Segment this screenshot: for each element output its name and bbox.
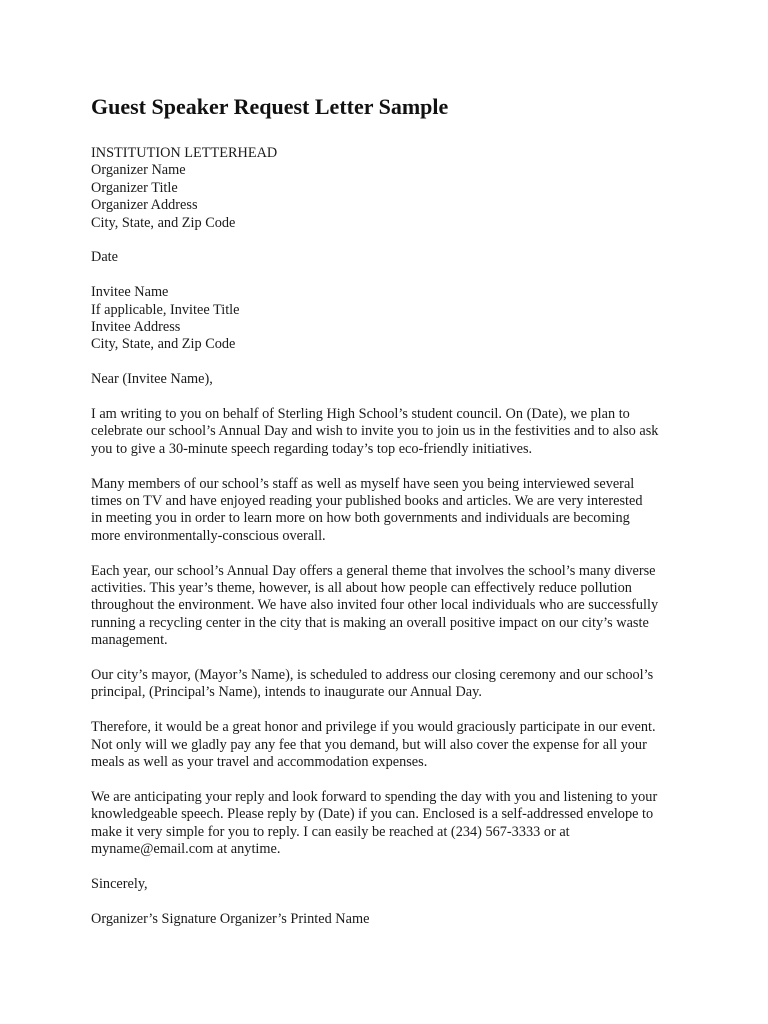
paragraph-line: make it very simple for you to reply. I can easily be reached at (234) 567-3333 or at bbox=[91, 823, 570, 840]
paragraph-line: Our city’s mayor, (Mayor’s Name), is scheduled to address our closing ceremony and our school’s bbox=[91, 667, 654, 684]
body-paragraph-2 bbox=[91, 476, 681, 546]
body-paragraph-5 bbox=[91, 719, 681, 771]
paragraph-line: you to give a 30-minute speech regarding today’s top eco-friendly initiatives. bbox=[91, 440, 533, 457]
body-paragraph-6 bbox=[91, 789, 681, 859]
recipient-name: Invitee Name bbox=[91, 284, 169, 301]
paragraph-line: times on TV and have enjoyed reading your published books and articles. We are very interested bbox=[91, 493, 643, 510]
paragraph-line: Therefore, it would be a great honor and privilege if you would graciously participate in our event. bbox=[91, 719, 656, 736]
paragraph-line: knowledgeable speech. Please reply by (Date) if you can. Enclosed is a self-addressed envelope to bbox=[91, 806, 654, 823]
salutation-block bbox=[91, 371, 681, 388]
paragraph-line: principal, (Principal’s Name), intends to inaugurate our Annual Day. bbox=[91, 684, 482, 701]
body-paragraph-1 bbox=[91, 406, 681, 458]
signature-block bbox=[91, 911, 681, 928]
paragraph-line: Each year, our school’s Annual Day offers a general theme that involves the school’s many diverse bbox=[91, 562, 656, 579]
closing-block bbox=[91, 876, 681, 893]
sender-letterhead: INSTITUTION LETTERHEAD bbox=[91, 145, 278, 161]
signature-line: Organizer’s Signature Organizer’s Printed Name bbox=[91, 910, 370, 927]
body-paragraph-3 bbox=[91, 563, 681, 650]
salutation: Near (Invitee Name), bbox=[91, 371, 213, 388]
paragraph-line: management. bbox=[91, 632, 168, 649]
paragraph-line: in meeting you in order to learn more on how both governments and individuals are becoming bbox=[91, 510, 630, 527]
closing: Sincerely, bbox=[91, 875, 148, 892]
sender-address: Organizer Address bbox=[91, 197, 198, 214]
sender-name: Organizer Name bbox=[91, 162, 186, 179]
paragraph-line: myname@email.com at anytime. bbox=[91, 841, 281, 858]
paragraph-line: We are anticipating your reply and look forward to spending the day with you and listening to your bbox=[91, 788, 658, 805]
document-title: Guest Speaker Request Letter Sample bbox=[91, 94, 449, 119]
recipient-address: Invitee Address bbox=[91, 319, 181, 336]
letter-page bbox=[91, 92, 681, 946]
body-paragraph-4 bbox=[91, 667, 681, 702]
paragraph-line: Many members of our school’s staff as well as myself have seen you being interviewed several bbox=[91, 475, 635, 492]
paragraph-line: Not only will we gladly pay any fee that you demand, but will also cover the expense for all your bbox=[91, 736, 647, 753]
sender-city-state-zip: City, State, and Zip Code bbox=[91, 214, 236, 231]
paragraph-line: meals as well as your travel and accommodation expenses. bbox=[91, 754, 428, 771]
paragraph-line: activities. This year’s theme, however, is all about how people can effectively reduce pollution bbox=[91, 580, 632, 597]
paragraph-line: I am writing to you on behalf of Sterling High School’s student council. On (Date), we plan to bbox=[91, 406, 630, 423]
paragraph-line: running a recycling center in the city that is making an overall positive impact on our city’s waste bbox=[91, 614, 649, 631]
paragraph-line: throughout the environment. We have also invited four other local individuals who are successfully bbox=[91, 597, 659, 614]
recipient-city-state-zip: City, State, and Zip Code bbox=[91, 336, 236, 353]
sender-title: Organizer Title bbox=[91, 179, 178, 196]
date-block bbox=[91, 249, 681, 266]
recipient-address-block bbox=[91, 284, 681, 354]
date-line: Date bbox=[91, 249, 118, 266]
paragraph-line: celebrate our school’s Annual Day and wish to invite you to join us in the festivities and to also ask bbox=[91, 423, 659, 440]
recipient-title: If applicable, Invitee Title bbox=[91, 301, 240, 318]
sender-address-block bbox=[91, 145, 681, 232]
paragraph-line: more environmentally-conscious overall. bbox=[91, 527, 326, 544]
